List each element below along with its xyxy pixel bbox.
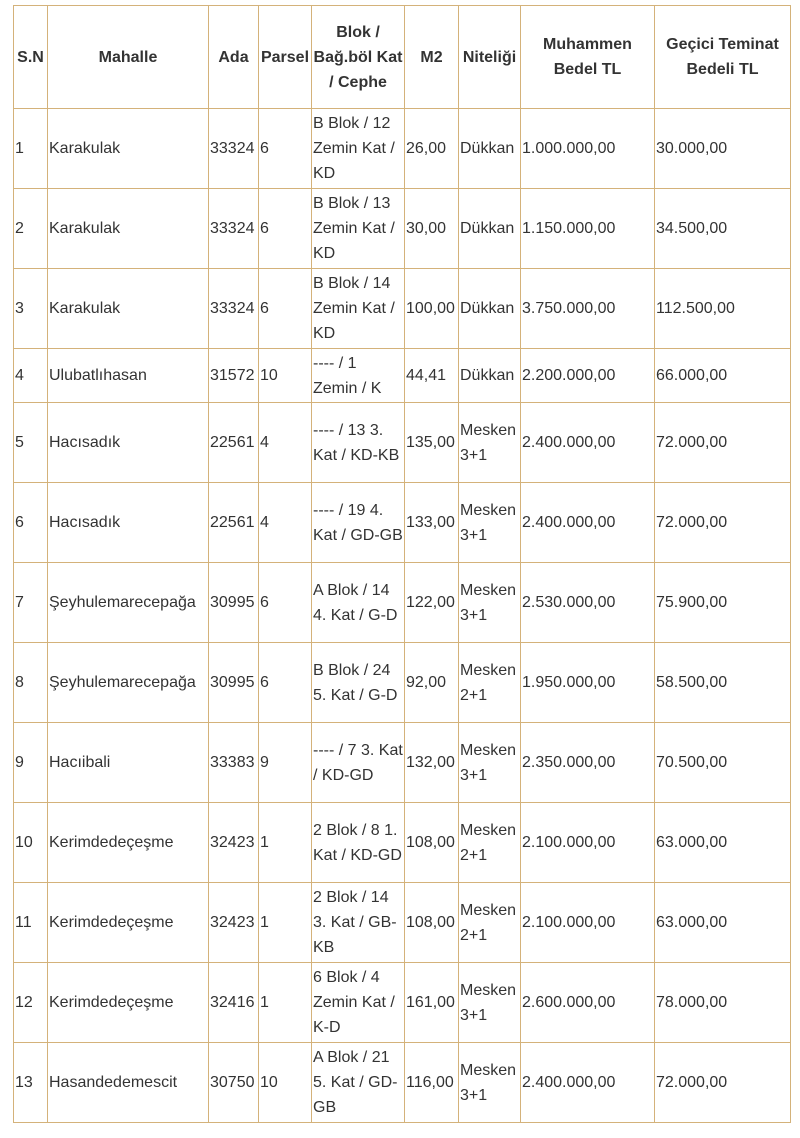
cell-ada: 30995 (209, 643, 259, 723)
cell-nitelik: Mesken 3+1 (459, 1043, 521, 1123)
cell-mahalle: Karakulak (48, 269, 209, 349)
cell-nitelik: Mesken 3+1 (459, 563, 521, 643)
cell-parsel: 6 (259, 269, 312, 349)
cell-ada: 22561 (209, 483, 259, 563)
cell-nitelik: Mesken 3+1 (459, 483, 521, 563)
cell-parsel: 6 (259, 563, 312, 643)
cell-mahalle: Ulubatlıhasan (48, 349, 209, 403)
cell-sn: 9 (14, 723, 48, 803)
cell-sn: 1 (14, 109, 48, 189)
cell-teminat: 63.000,00 (655, 883, 791, 963)
table-row (14, 723, 791, 803)
cell-nitelik: Mesken 3+1 (459, 723, 521, 803)
cell-blok: B Blok / 14 Zemin Kat / KD (312, 269, 405, 349)
header-sn: S.N (14, 6, 48, 109)
cell-blok: A Blok / 14 4. Kat / G-D (312, 563, 405, 643)
cell-blok: ---- / 1 Zemin / K (312, 349, 405, 403)
cell-blok: 2 Blok / 14 3. Kat / GB-KB (312, 883, 405, 963)
table-row (14, 1043, 791, 1123)
cell-m2: 132,00 (405, 723, 459, 803)
cell-blok: B Blok / 24 5. Kat / G-D (312, 643, 405, 723)
table-row (14, 349, 791, 403)
table-row (14, 269, 791, 349)
cell-nitelik: Mesken 3+1 (459, 963, 521, 1043)
cell-parsel: 1 (259, 963, 312, 1043)
cell-blok: A Blok / 21 5. Kat / GD-GB (312, 1043, 405, 1123)
cell-mahalle: Kerimdedeçeşme (48, 963, 209, 1043)
cell-ada: 33383 (209, 723, 259, 803)
cell-teminat: 66.000,00 (655, 349, 791, 403)
cell-sn: 13 (14, 1043, 48, 1123)
table-row (14, 883, 791, 963)
cell-teminat: 112.500,00 (655, 269, 791, 349)
table-header-row (14, 6, 791, 109)
table-row (14, 563, 791, 643)
cell-ada: 31572 (209, 349, 259, 403)
cell-m2: 30,00 (405, 189, 459, 269)
cell-blok: B Blok / 12 Zemin Kat / KD (312, 109, 405, 189)
cell-mahalle: Kerimdedeçeşme (48, 883, 209, 963)
cell-teminat: 72.000,00 (655, 483, 791, 563)
cell-m2: 100,00 (405, 269, 459, 349)
cell-blok: ---- / 13 3. Kat / KD-KB (312, 403, 405, 483)
header-ada: Ada (209, 6, 259, 109)
table-row (14, 643, 791, 723)
cell-m2: 133,00 (405, 483, 459, 563)
cell-sn: 11 (14, 883, 48, 963)
cell-parsel: 10 (259, 1043, 312, 1123)
cell-sn: 2 (14, 189, 48, 269)
cell-bedel: 2.350.000,00 (521, 723, 655, 803)
cell-nitelik: Dükkan (459, 109, 521, 189)
cell-mahalle: Hacısadık (48, 483, 209, 563)
cell-m2: 92,00 (405, 643, 459, 723)
cell-m2: 108,00 (405, 803, 459, 883)
cell-mahalle: Hasandedemescit (48, 1043, 209, 1123)
cell-bedel: 2.400.000,00 (521, 403, 655, 483)
cell-sn: 7 (14, 563, 48, 643)
cell-parsel: 1 (259, 883, 312, 963)
cell-mahalle: Hacısadık (48, 403, 209, 483)
header-blok: Blok / Bağ.böl Kat / Cephe (312, 6, 405, 109)
header-nitelik: Niteliği (459, 6, 521, 109)
cell-m2: 116,00 (405, 1043, 459, 1123)
cell-nitelik: Mesken 3+1 (459, 403, 521, 483)
cell-sn: 4 (14, 349, 48, 403)
cell-blok: B Blok / 13 Zemin Kat / KD (312, 189, 405, 269)
property-auction-table (13, 5, 791, 1123)
cell-ada: 33324 (209, 269, 259, 349)
cell-nitelik: Dükkan (459, 269, 521, 349)
header-teminat: Geçici Teminat Bedeli TL (655, 6, 791, 109)
cell-m2: 161,00 (405, 963, 459, 1043)
cell-mahalle: Kerimdedeçeşme (48, 803, 209, 883)
cell-teminat: 63.000,00 (655, 803, 791, 883)
cell-sn: 12 (14, 963, 48, 1043)
cell-m2: 44,41 (405, 349, 459, 403)
cell-bedel: 2.400.000,00 (521, 1043, 655, 1123)
table-row (14, 803, 791, 883)
cell-sn: 6 (14, 483, 48, 563)
cell-teminat: 75.900,00 (655, 563, 791, 643)
table-row (14, 403, 791, 483)
cell-parsel: 1 (259, 803, 312, 883)
cell-bedel: 1.150.000,00 (521, 189, 655, 269)
cell-mahalle: Hacıibali (48, 723, 209, 803)
cell-ada: 32416 (209, 963, 259, 1043)
header-parsel: Parsel (259, 6, 312, 109)
cell-nitelik: Dükkan (459, 349, 521, 403)
cell-nitelik: Dükkan (459, 189, 521, 269)
cell-teminat: 34.500,00 (655, 189, 791, 269)
cell-ada: 30750 (209, 1043, 259, 1123)
cell-parsel: 6 (259, 109, 312, 189)
table-row (14, 963, 791, 1043)
cell-bedel: 2.100.000,00 (521, 883, 655, 963)
cell-nitelik: Mesken 2+1 (459, 643, 521, 723)
cell-blok: 6 Blok / 4 Zemin Kat / K-D (312, 963, 405, 1043)
table-row (14, 189, 791, 269)
cell-blok: ---- / 7 3. Kat / KD-GD (312, 723, 405, 803)
cell-parsel: 4 (259, 403, 312, 483)
cell-mahalle: Şeyhulemarecepağa (48, 643, 209, 723)
cell-m2: 108,00 (405, 883, 459, 963)
cell-parsel: 10 (259, 349, 312, 403)
cell-parsel: 6 (259, 643, 312, 723)
cell-ada: 32423 (209, 883, 259, 963)
cell-blok: 2 Blok / 8 1. Kat / KD-GD (312, 803, 405, 883)
cell-bedel: 2.100.000,00 (521, 803, 655, 883)
cell-teminat: 30.000,00 (655, 109, 791, 189)
cell-teminat: 78.000,00 (655, 963, 791, 1043)
cell-mahalle: Şeyhulemarecepağa (48, 563, 209, 643)
cell-parsel: 4 (259, 483, 312, 563)
cell-m2: 122,00 (405, 563, 459, 643)
cell-sn: 8 (14, 643, 48, 723)
cell-sn: 3 (14, 269, 48, 349)
cell-bedel: 1.950.000,00 (521, 643, 655, 723)
cell-ada: 33324 (209, 189, 259, 269)
cell-blok: ---- / 19 4. Kat / GD-GB (312, 483, 405, 563)
cell-m2: 26,00 (405, 109, 459, 189)
cell-teminat: 72.000,00 (655, 1043, 791, 1123)
cell-teminat: 70.500,00 (655, 723, 791, 803)
cell-ada: 32423 (209, 803, 259, 883)
cell-nitelik: Mesken 2+1 (459, 803, 521, 883)
cell-mahalle: Karakulak (48, 189, 209, 269)
cell-bedel: 2.600.000,00 (521, 963, 655, 1043)
header-mahalle: Mahalle (48, 6, 209, 109)
cell-nitelik: Mesken 2+1 (459, 883, 521, 963)
cell-bedel: 2.530.000,00 (521, 563, 655, 643)
header-m2: M2 (405, 6, 459, 109)
cell-teminat: 72.000,00 (655, 403, 791, 483)
cell-bedel: 3.750.000,00 (521, 269, 655, 349)
cell-parsel: 9 (259, 723, 312, 803)
header-bedel: Muhammen Bedel TL (521, 6, 655, 109)
cell-sn: 10 (14, 803, 48, 883)
cell-m2: 135,00 (405, 403, 459, 483)
cell-mahalle: Karakulak (48, 109, 209, 189)
cell-bedel: 1.000.000,00 (521, 109, 655, 189)
cell-bedel: 2.200.000,00 (521, 349, 655, 403)
table-row (14, 109, 791, 189)
cell-ada: 22561 (209, 403, 259, 483)
cell-teminat: 58.500,00 (655, 643, 791, 723)
cell-ada: 33324 (209, 109, 259, 189)
cell-ada: 30995 (209, 563, 259, 643)
cell-parsel: 6 (259, 189, 312, 269)
table-row (14, 483, 791, 563)
cell-bedel: 2.400.000,00 (521, 483, 655, 563)
cell-sn: 5 (14, 403, 48, 483)
